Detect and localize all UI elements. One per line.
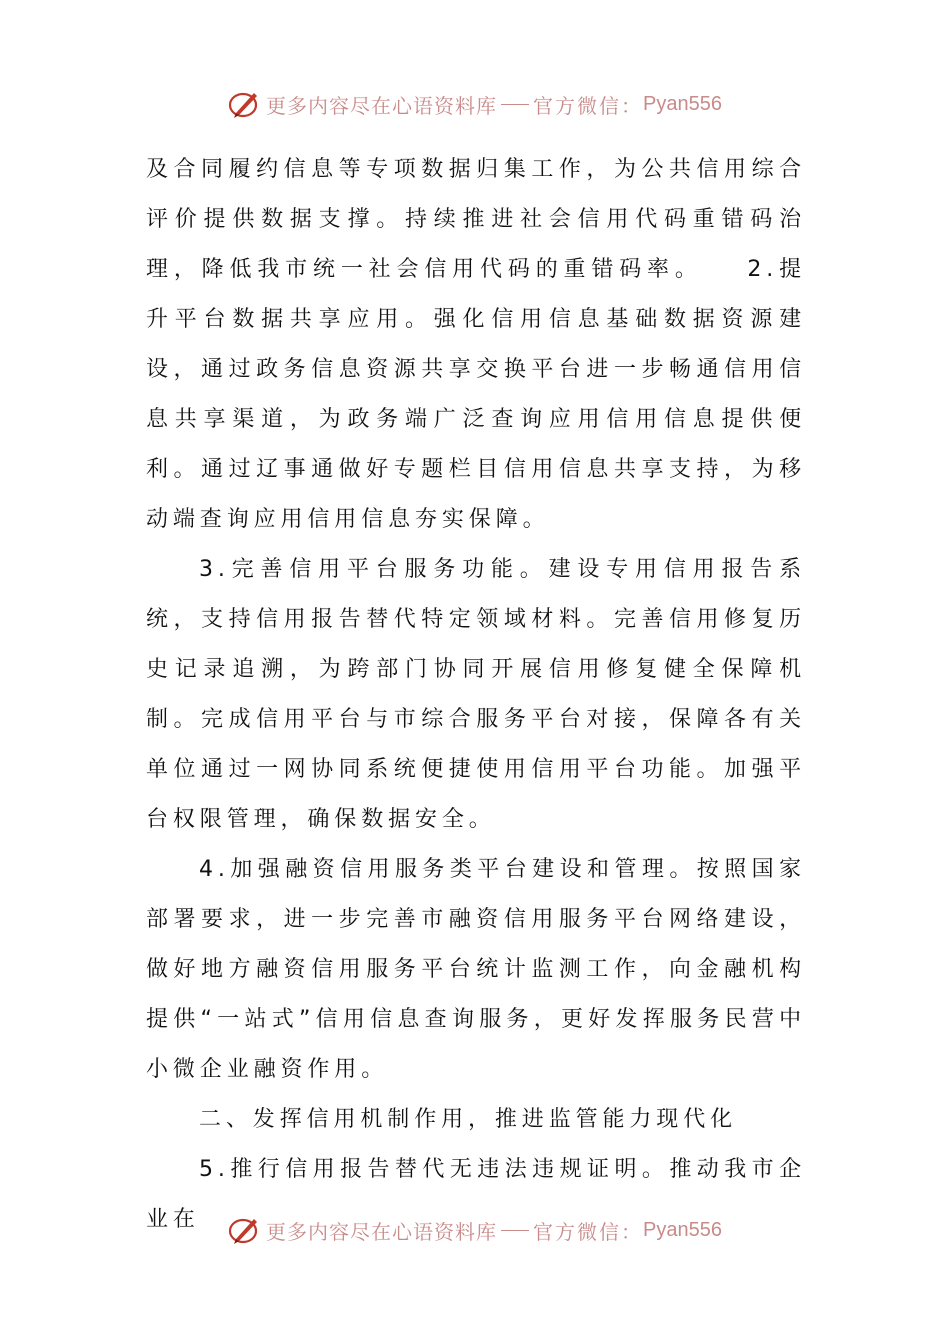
banner-dash <box>501 104 529 105</box>
banner-wechat-label: 官方微信： <box>533 93 644 118</box>
paragraph-5: 5.推行信用报告替代无违法违规证明。推动我市企业在 <box>146 1157 806 1232</box>
section-heading: 二、发挥信用机制作用，推进监管能力现代化 <box>199 1107 738 1132</box>
paragraph-1: 及合同履约信息等专项数据归集工作，为公共信用综合评价提供数据支撑。持续推进社会信用代码重错码治理，降低我市统一社会信用代码的重错码率。 2.提升平台数据共享应用。强化信用信息基础数据资源建设，通过政务信息资源共享交换平台进一步畅通信用信息共享渠道，为政务端广泛查询应用信用信息提供便利。通过辽事通做好专题栏目信用信息共享支持，为移动端查询应用信用信息夯实保障。 <box>146 157 806 532</box>
document-body <box>146 145 806 1245</box>
banner-text: 更多内容尽在心语资料库 <box>266 1219 498 1244</box>
banner-dash <box>501 1230 529 1231</box>
banner-wechat-label: 官方微信： <box>533 1219 644 1244</box>
header-watermark <box>0 84 950 124</box>
banner-wechat-id: Pyan556 <box>643 92 722 115</box>
pen-logo-icon <box>228 87 262 121</box>
footer-watermark <box>0 1210 950 1250</box>
banner-wechat-id: Pyan556 <box>643 1218 722 1241</box>
banner-text: 更多内容尽在心语资料库 <box>266 93 498 118</box>
paragraph-3: 4.加强融资信用服务类平台建设和管理。按照国家部署要求，进一步完善市融资信用服务平台网络建设，做好地方融资信用服务平台统计监测工作，向金融机构提供“一站式”信用信息查询服务，更好发挥服务民营中小微企业融资作用。 <box>146 857 806 1082</box>
pen-logo-icon <box>228 1213 262 1247</box>
paragraph-2: 3.完善信用平台服务功能。建设专用信用报告系统，支持信用报告替代特定领域材料。完善信用修复历史记录追溯，为跨部门协同开展信用修复健全保障机制。完成信用平台与市综合服务平台对接，保障各有关单位通过一网协同系统便捷使用信用平台功能。加强平台权限管理，确保数据安全。 <box>146 557 806 832</box>
